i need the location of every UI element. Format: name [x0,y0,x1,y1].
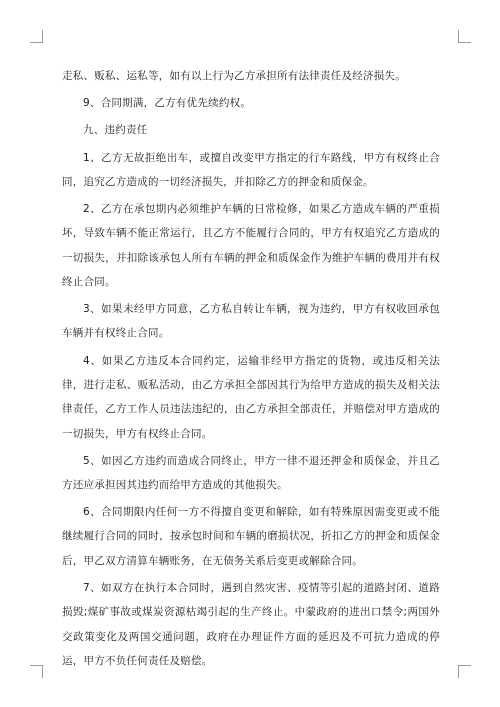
crop-mark-top-right [458,30,471,43]
paragraph-breach-4: 4、如果乙方违反本合同约定，运输非经甲方指定的货物，或违反相关法律，进行走私、贩私活动，由乙方承担全部因其行为给甲方造成的损失及相关法律责任，乙方工作人员违法违纪的，由乙方承担全部责任，并赔偿对甲方造成的一切损失，甲方有权终止合同。 [62,354,440,440]
paragraph-breach-3: 3、如果未经甲方同意，乙方私自转让车辆，视为违约，甲方有权收回承包车辆并有权终止合同。 [62,303,440,340]
paragraph-breach-2: 2、乙方在承包期内必须维护车辆的日常检修，如果乙方造成车辆的严重损坏，导致车辆不能正常运行，且乙方不能履行合同的，甲方有权追究乙方造成的一切损失，并扣除该承包人所有车辆的押金和质保金作为维护车辆的费用并有权终止合同。 [62,203,440,288]
paragraph-breach-1: 1、乙方无故拒绝出车，或擅自改变甲方指定的行车路线，甲方有权终止合同，追究乙方造成的一切经济损失，并扣除乙方的押金和质保金。 [62,151,440,188]
paragraph-breach-5: 5、如因乙方违约而造成合同终止，甲方一律不退还押金和质保金，并且乙方还应承担因其违约而给甲方造成的其他损失。 [62,454,440,491]
document-body [62,64,440,673]
section-heading-breach: 九、违约责任 [83,124,148,137]
paragraph-breach-6: 6、合同期限内任何一方不得擅自变更和解除，如有特殊原因需变更或不能继续履行合同的同时，按承包时间和车辆的磨损状况，折扣乙方的押金和质保金后，甲乙双方清算车辆账务，在无债务关系后变更或解除合同。 [62,506,440,567]
crop-mark-bottom-right [458,665,471,678]
crop-mark-top-left [30,30,43,43]
paragraph-continuation: 走私、贩私、运私等，如有以上行为乙方承担所有法律责任及经济损失。 [62,70,406,82]
paragraph-clause-9: 9、合同期满，乙方有优先续约权。 [83,97,252,110]
crop-mark-bottom-left [30,665,43,678]
paragraph-breach-7: 7、如双方在执行本合同时，遇到自然灾害、疫情等引起的道路封闭、道路损毁;煤矿事故或煤炭资源枯竭引起的生产终止。中蒙政府的进出口禁令;两国外交政策变化及两国交通问题，政府在办理证件方面的延迟及不可抗力造成的停运，甲方不负任何责任及赔偿。 [62,581,440,667]
